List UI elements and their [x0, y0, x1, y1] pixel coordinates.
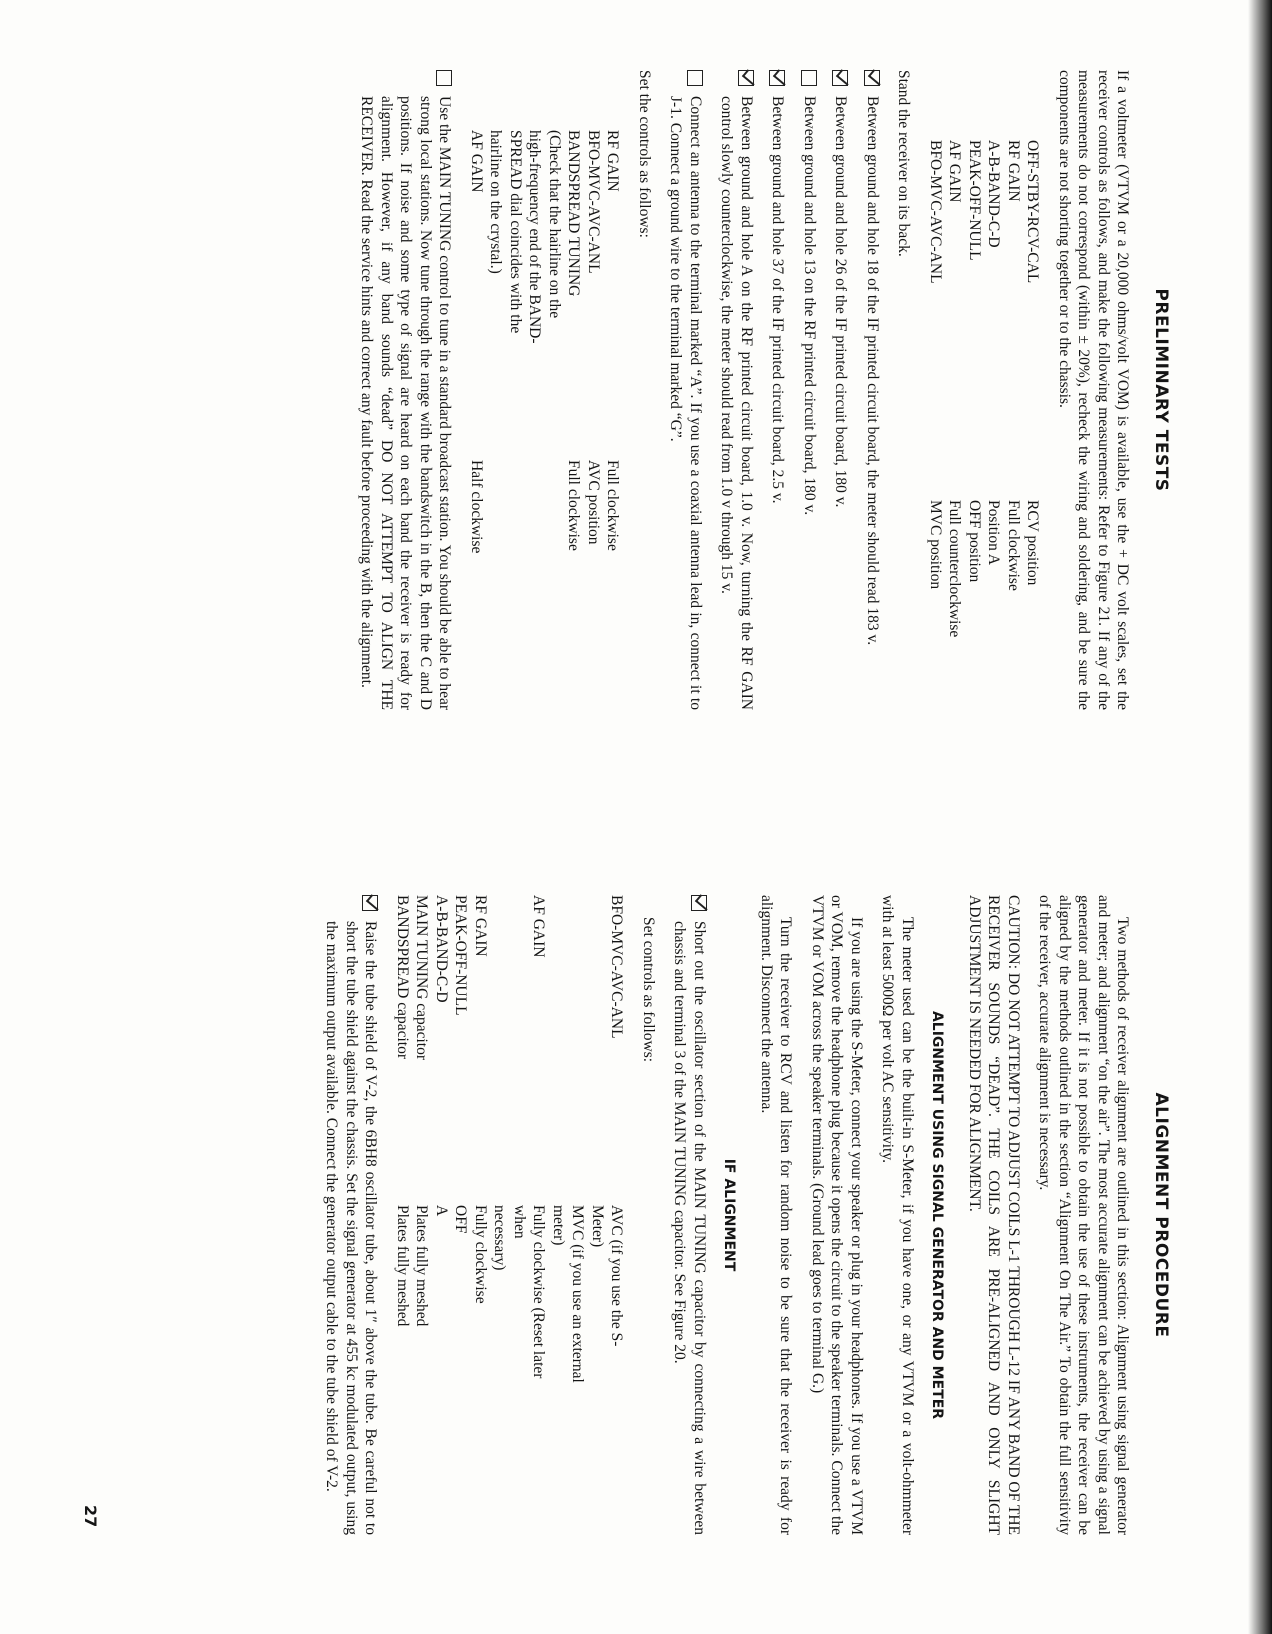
- control-row: hairline on the crystal.): [487, 130, 505, 274]
- control-row: RF GAIN Full clockwise: [604, 130, 622, 551]
- control-row: BANDSPREAD TUNING Full clockwise: [565, 130, 583, 551]
- step-raise-tube-shield: Raise the tube shield of V-2, the 6BH8 oscillator tube, about 1″ above the tube. Be careful not to short the tube shield against the chassis. Set the signal generator at 455 kc modulated output, using the maximum output available. Connect the generator output cable to the tube shield of V-2.: [322, 895, 381, 1535]
- caution-note: CAUTION: DO NOT ATTEMPT TO ADJUST COILS L-1 THROUGH L-12 IF ANY BAND OF THE RECEIVER SOUNDS “DEAD”. THE COILS ARE PRE-ALIGNED AND ONLY SLIGHT ADJUSTMENT IS NEEDED FOR ALIGNMENT.: [966, 895, 1022, 1535]
- control-row: necessary): [491, 1205, 509, 1271]
- control-row: AF GAIN Half clockwise: [468, 130, 485, 554]
- page-number: 27: [81, 1505, 100, 1528]
- checkbox[interactable]: [437, 70, 453, 86]
- alignment-procedure-column: [310, 895, 1200, 1535]
- step-hole-26: Between ground and hole 26 of the IF printed circuit board, 180 v.: [831, 70, 851, 710]
- control-row: MVC (if you use an external meter): [550, 1205, 587, 1383]
- step-hole-37: Between ground and hole 37 of the IF printed circuit board, 2.5 v.: [768, 70, 788, 710]
- checkbox[interactable]: [691, 895, 707, 911]
- control-row: A-B-BAND-C-D Position A: [985, 140, 1003, 566]
- step-hole-13: Between ground and hole 13 on the RF printed circuit board, 180 v.: [800, 70, 820, 710]
- step-hole-18: Between ground and hole 18 of the IF printed circuit board, the meter should read 183 v.: [863, 70, 883, 710]
- step-hole-a: Between ground and hole A on the RF printed circuit board, 1.0 v. Now, turning the RF GAIN control slowly counterclockwise, the meter should read from 1.0 v through 15 v.: [717, 70, 756, 710]
- control-row: RF GAIN Fully clockwise: [472, 895, 489, 1304]
- if-controls-list: [393, 895, 627, 1535]
- preliminary-intro: If a voltmeter (VTVM or a 20,000 ohms/volt VOM) is available, use the + DC volt scales, set the receiver controls as follows, and make the following measurements: Refer to Figure 21. If any of the measurements do not correspond (within ± 20%), recheck the wiring and soldering, and be sure the components are not shorting together or to the chassis.: [1056, 70, 1132, 710]
- control-row: MAIN TUNING capacitor Plates fully meshed: [413, 895, 431, 1327]
- step-main-tuning: Use the MAIN TUNING control to tune in a standard broadcast station. You should be able to hear strong local stations. Now tune through the range with the bandswitch in the B, then the C and D positions. If noise and some type of signal are heard on each band the receiver is ready for alignment. However, if any band sounds “dead” DO NOT ATTEMPT TO ALIGN THE RECEIVER. Read the service hints and correct any fault before proceeding with the alignment.: [357, 70, 455, 710]
- control-row: A-B-BAND-C-D A: [433, 895, 450, 1217]
- control-row: PEAK-OFF-NULL OFF position: [966, 140, 983, 583]
- control-row: OFF-STBY-RCV-CAL RCV position: [1024, 140, 1042, 586]
- control-row: SPREAD dial coincides with the: [507, 130, 524, 334]
- controls-list-2: [467, 70, 623, 710]
- set-controls-label: Set controls as follows:: [640, 917, 657, 1063]
- control-row: high-frequency end of the BAND-: [526, 130, 544, 344]
- checkbox[interactable]: [738, 70, 754, 86]
- alignment-procedure-title: ALIGNMENT PROCEDURE: [1151, 1092, 1171, 1338]
- set-controls-label: Set the controls as follows:: [636, 70, 653, 238]
- checkbox[interactable]: [770, 70, 786, 86]
- if-alignment-subtitle: IF ALIGNMENT: [721, 1158, 738, 1272]
- control-row: BANDSPREAD capacitor Plates fully meshed: [394, 895, 411, 1327]
- checkbox[interactable]: [687, 70, 703, 86]
- meter-paragraph: The meter used can be the built-in S-Meter, if you have one, or any VTVM or a volt-ohmmeter with at least 5000Ω per volt AC sensitivity.: [879, 895, 916, 1535]
- checkbox[interactable]: [864, 70, 880, 86]
- signal-generator-subtitle: ALIGNMENT USING SIGNAL GENERATOR AND METER: [929, 1010, 946, 1420]
- preliminary-tests-title: PRELIMINARY TESTS: [1151, 288, 1171, 492]
- turn-receiver-paragraph: Turn the receiver to RCV and listen for random noise to be sure that the receiver is ready for alignment. Disconnect the antenna.: [758, 895, 795, 1535]
- checkbox[interactable]: [363, 895, 379, 911]
- scan-edge-shadow: [1248, 0, 1272, 1634]
- step-short-oscillator: Short out the oscillator section of the MAIN TUNING capacitor by connecting a wire between chassis and terminal 3 of the MAIN TUNING capacitor. See Figure 20.: [670, 895, 709, 1535]
- control-row: BFO-MVC-AVC-ANL AVC (if you use the S-Meter): [589, 895, 626, 1347]
- smeter-paragraph: If you are using the S-Meter, connect your speaker or plug in your headphones. If you use a VTVM or VOM, remove the headphone plug because it opens the circuit to the speaker terminals. Connect the VTVM or VOM across the speaker terminals. (Ground lead goes to terminal G.): [809, 895, 865, 1535]
- control-row: PEAK-OFF-NULL OFF: [452, 895, 470, 1234]
- controls-list-1: [926, 70, 1043, 710]
- preliminary-tests-column: [345, 70, 1200, 710]
- alignment-intro: Two methods of receiver alignment are outlined in this section: Alignment using signal generator and meter; and alignment “on the air”. The most accurate alignment can be achieved by using a signal generator and meter. If it is not possible to obtain the use of these instruments, the receiver can be aligned by the methods outlined in the section “Alignment On The Air.” To obtain the full sensitivity of the receiver, accurate alignment is necessary.: [1036, 895, 1132, 1535]
- stand-instruction: Stand the receiver on its back.: [895, 70, 913, 257]
- step-connect-antenna: Connect an antenna to the terminal marked “A”. If you use a coaxial antenna lead in, connect it to J-1. Connect a ground wire to the terminal marked “G”.: [666, 70, 705, 710]
- checkbox[interactable]: [833, 70, 849, 86]
- checkbox[interactable]: [801, 70, 817, 86]
- control-row: AF GAIN Fully clockwise (Reset later when: [511, 895, 548, 1379]
- control-row: (Check that the hairline on the: [546, 130, 563, 319]
- control-row: BFO-MVC-AVC-ANL MVC position: [927, 140, 944, 590]
- control-row: BFO-MVC-AVC-ANL AVC position: [585, 130, 602, 545]
- control-row: AF GAIN Full counterclockwise: [946, 140, 964, 638]
- rotated-page-content: [50, 60, 1200, 1580]
- control-row: RF GAIN Full clockwise: [1005, 140, 1022, 591]
